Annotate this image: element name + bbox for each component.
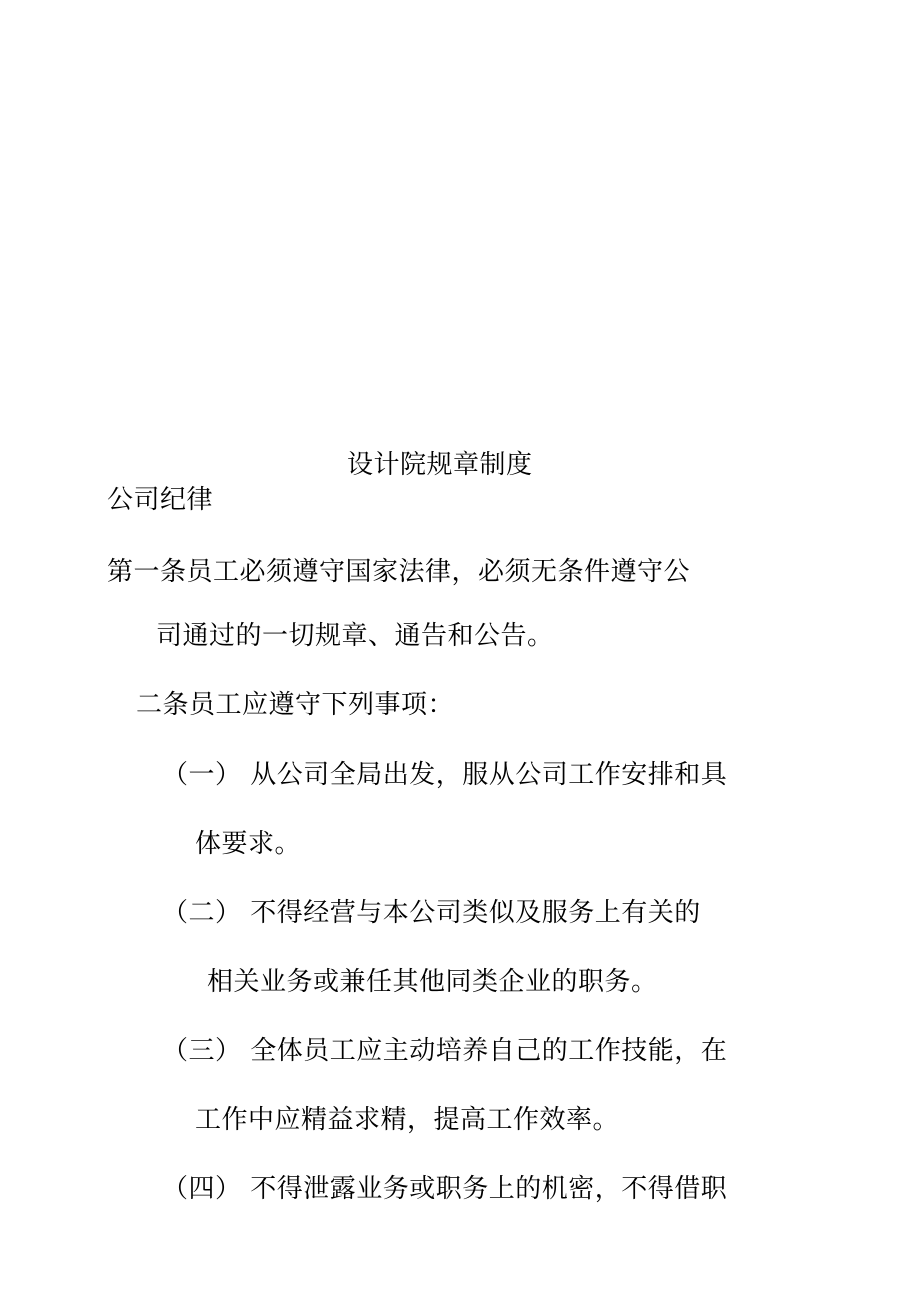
- item1-line1: （一） 从公司全局出发，服从公司工作安排和具: [162, 760, 728, 790]
- article1-line2: 司通过的一切规章、通告和公告。: [156, 621, 554, 651]
- article1-line1: 第一条员工必须遵守国家法律，必须无条件遵守公: [107, 557, 691, 587]
- item3-line1: （三） 全体员工应主动培养自己的工作技能，在: [162, 1036, 728, 1066]
- document-title: 设计院规章制度: [347, 450, 533, 480]
- article2-heading: 二条员工应遵守下列事项：: [136, 690, 455, 720]
- section-heading: 公司纪律: [107, 485, 214, 515]
- item2-line1: （二） 不得经营与本公司类似及服务上有关的: [162, 898, 701, 928]
- item2-line2: 相关业务或兼任其他同类企业的职务。: [207, 967, 658, 997]
- item1-line2: 体要求。: [195, 829, 302, 859]
- item3-line2: 工作中应精益求精，提高工作效率。: [195, 1105, 620, 1135]
- item4-line1: （四） 不得泄露业务或职务上的机密，不得借职: [162, 1174, 728, 1204]
